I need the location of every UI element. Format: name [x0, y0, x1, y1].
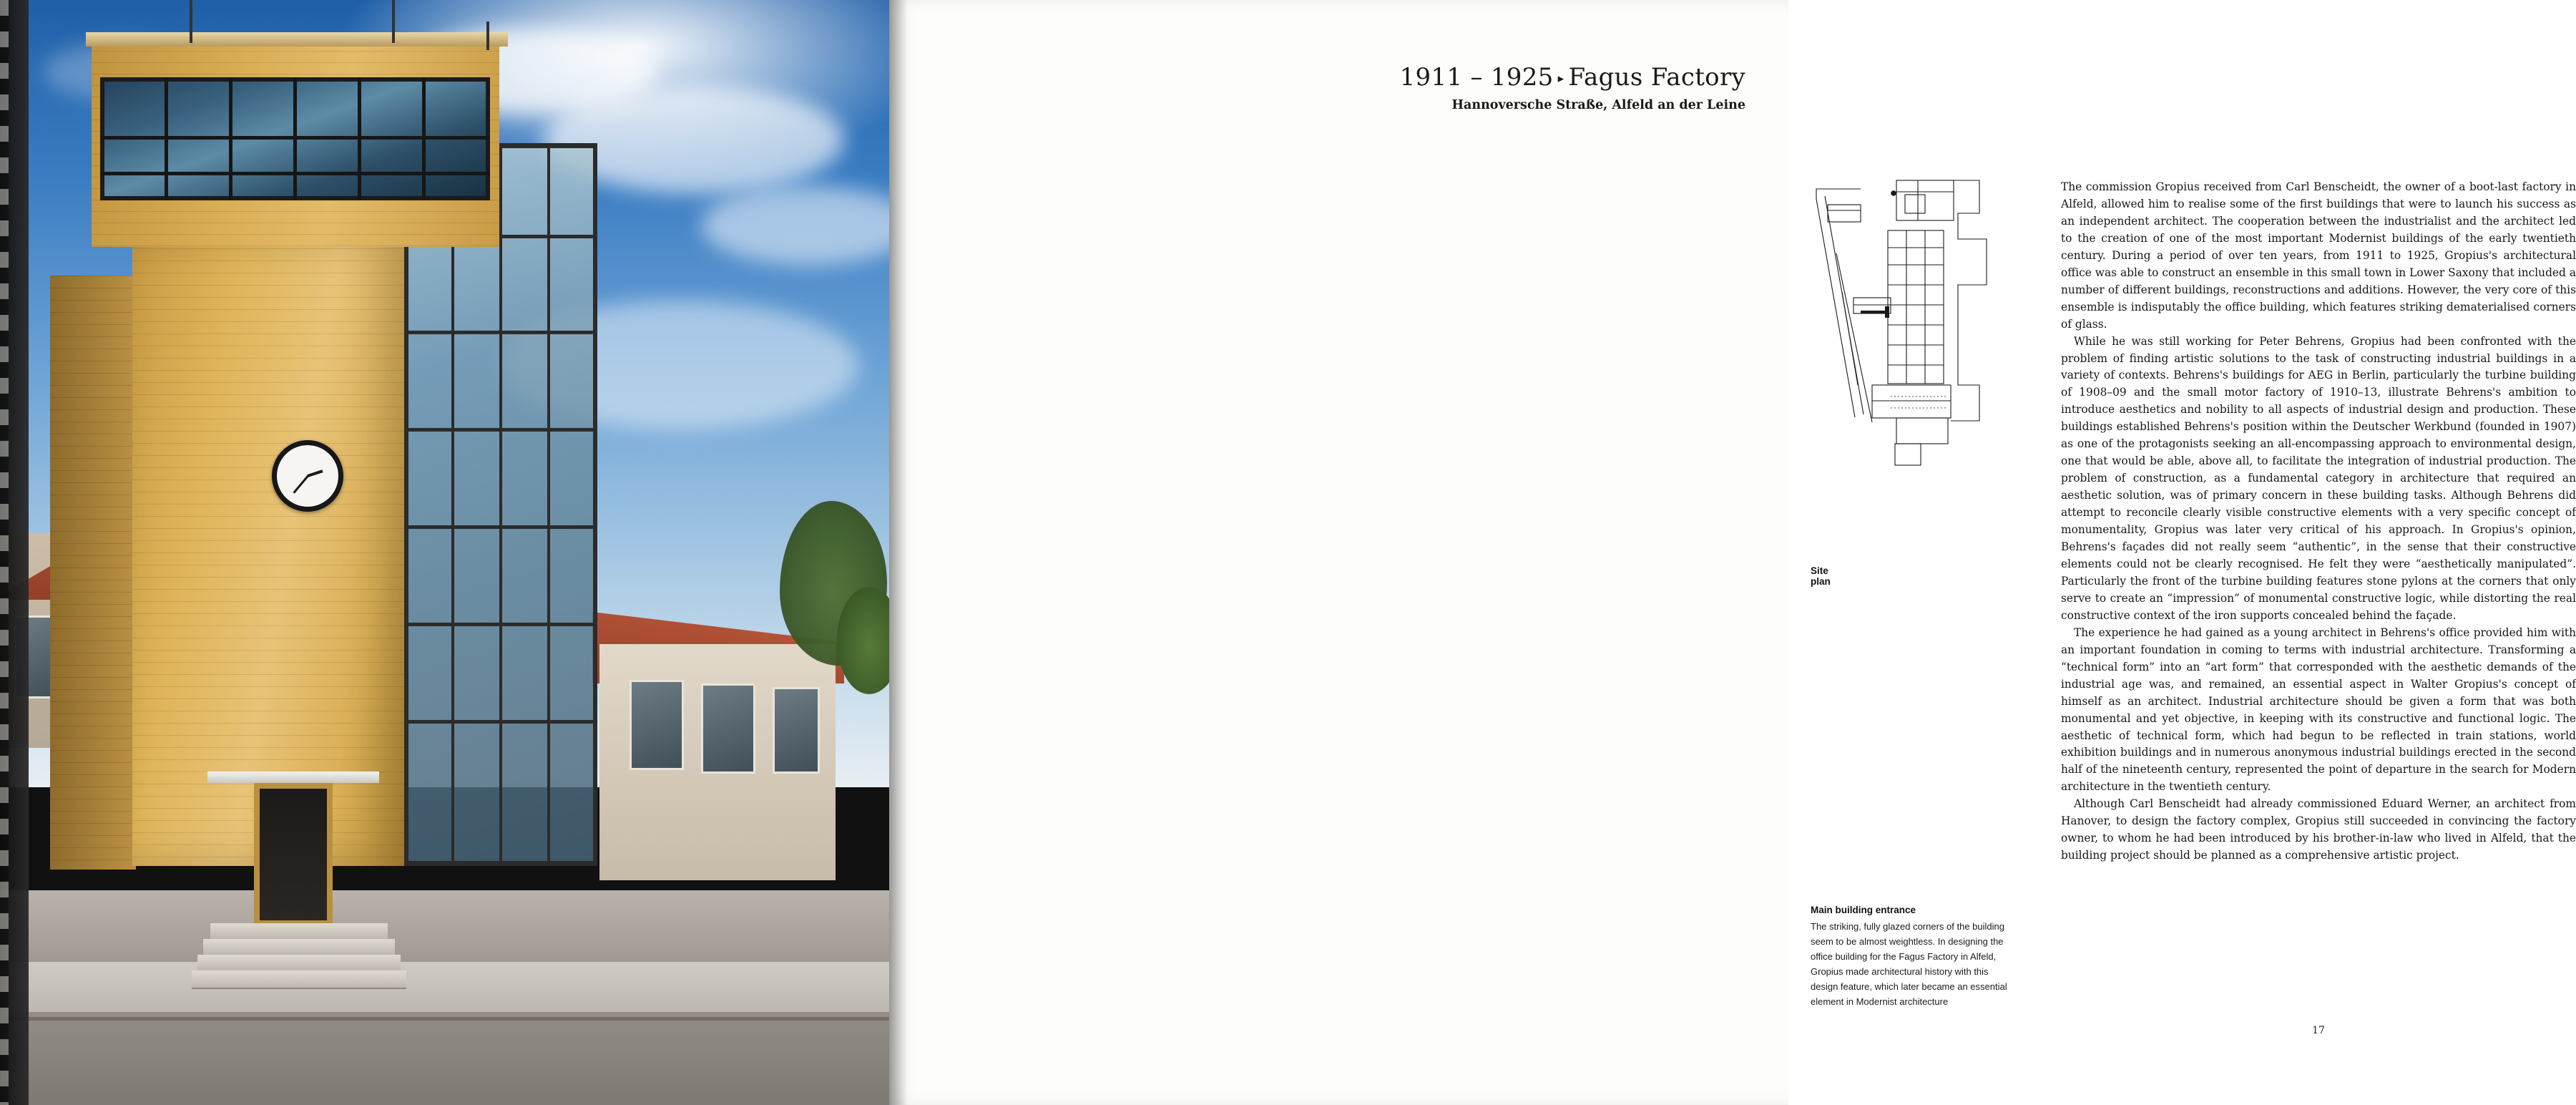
entrance-stairs	[192, 923, 406, 998]
left-page-photograph	[0, 0, 889, 1105]
entrance-canopy	[207, 771, 379, 783]
photo-caption-title: Main building entrance	[1811, 905, 1916, 915]
gutter-shadow	[889, 0, 908, 1105]
antenna	[486, 21, 489, 50]
window	[773, 687, 820, 774]
parapet	[86, 32, 508, 47]
glass-curtain-wall	[404, 143, 597, 866]
film-sprockets	[0, 0, 9, 1105]
body-paragraph: The commission Gropius received from Carl Benscheidt, the owner of a boot-last factory in Alfeld, allowed him to realise some of the first buildings that were to launch his success as an independent architect. The cooperation between the industrialist and the architect led to the creation of one of the most important Modernist buildings of the early twentieth century. During a period of over ten years, from 1911 to 1925, Gropius's architectural office was able to construct an ensemble in this small town in Lower Saxony that included a number of different buildings, reconstructions and additions. However, the very core of this ensemble is indisputably the office building, which features striking dematerialised corners of glass.	[2061, 180, 2576, 331]
title-subtitle: Hannoversche Straße, Alfeld an der Leine	[1451, 98, 1745, 112]
antenna	[190, 0, 192, 43]
main-entrance-door	[254, 783, 333, 926]
site-plan-caption: Site plan	[1811, 565, 1831, 587]
facade-clock	[272, 440, 343, 512]
page-number: 17	[2312, 1025, 2325, 1036]
pavement	[0, 962, 889, 1012]
antenna	[392, 0, 395, 43]
site-plan-drawing	[1811, 170, 2057, 571]
window	[630, 680, 684, 770]
cloud	[701, 186, 916, 265]
upper-glazing	[100, 77, 490, 200]
body-text	[2061, 179, 2576, 865]
kerb-line	[0, 1017, 889, 1021]
clock-hour-hand	[307, 469, 323, 477]
body-paragraph: The experience he had gained as a young architect in Behrens's office provided him with an important foundation in coming to terms with industrial architecture. Transforming a “technical form” into an “art form” that corresponded with the aesthetic demands of the industrial age was, and remained, an essential aspect in Walter Gropius's concept of himself as an architect. Industrial architecture should be given a form that was both monumental and yet objective, in keeping with its constructive and functional logic. The aesthetic of technical form, which had begun to be reflected in train stations, world exhibition buildings and in numerous anonymous industrial buildings erected in the second half of the nineteenth century, represented the point of departure in the search for Modern architecture in the twentieth century.	[2061, 625, 2576, 794]
photo-caption-body: The striking, fully glazed corners of the building seem to be almost weightless. In designing the office building for the Fagus Factory in Alfeld, Gropius made architectural history with this design feature, which later became an essential element in Modernist architecture	[1811, 921, 2007, 1008]
page-title	[1400, 63, 1745, 112]
window	[701, 683, 755, 774]
clock-minute-hand	[293, 475, 308, 494]
title-name: Fagus Factory	[1568, 63, 1745, 92]
fagus-factory-photo	[0, 0, 889, 1105]
right-page-text	[889, 0, 2576, 1105]
body-paragraph: Although Carl Benscheidt had already commissioned Eduard Werner, an architect from Hanover, to design the factory complex, Gropius still succeeded in convincing the factory owner, to whom he had been introduced by his brother-in-law who lived in Alfeld, that the building project should be planned as a comprehensive artistic project.	[2061, 797, 2576, 862]
photo-caption	[1811, 905, 2009, 1009]
body-paragraph: While he was still working for Peter Behrens, Gropius had been confronted with the problem of finding artistic solutions to the task of constructing industrial buildings in a variety of contexts. Behrens's buildings for AEG in Berlin, particularly the turbine building of 1908–09 and the small motor factory of 1910–13, illustrate Behrens's ambition to introduce aesthetics and nobility to all aspects of industrial design and production. These buildings established Behrens's position within the Deutscher Werkbund (founded in 1907) as one of the protagonists seeking an all-encompassing approach to environmental design, one that would be able, above all, to facilitate the integration of industrial production. The problem of construction, as a fundamental category in architecture that required an aesthetic solution, was of primary concern in these building tasks. Although Behrens did attempt to reconcile clearly visible constructive elements with a very specific concept of monumentality, Gropius was later very critical of his approach. In Gropius's opinion, Behrens's façades did not really seem “authentic”, in the sense that their constructive elements could not be clearly recognised. He felt they were “aesthetically manipulated”. Particularly the front of the turbine building features stone pylons at the corners that only serve to create an “impression” of monumental constructive logic, while distorting the real constructive context of the iron supports concealed behind the façade.	[2061, 334, 2576, 622]
tower-side-wall	[50, 276, 136, 870]
title-separator-icon: ▸	[1557, 72, 1564, 86]
title-years: 1911 – 1925	[1399, 63, 1554, 92]
